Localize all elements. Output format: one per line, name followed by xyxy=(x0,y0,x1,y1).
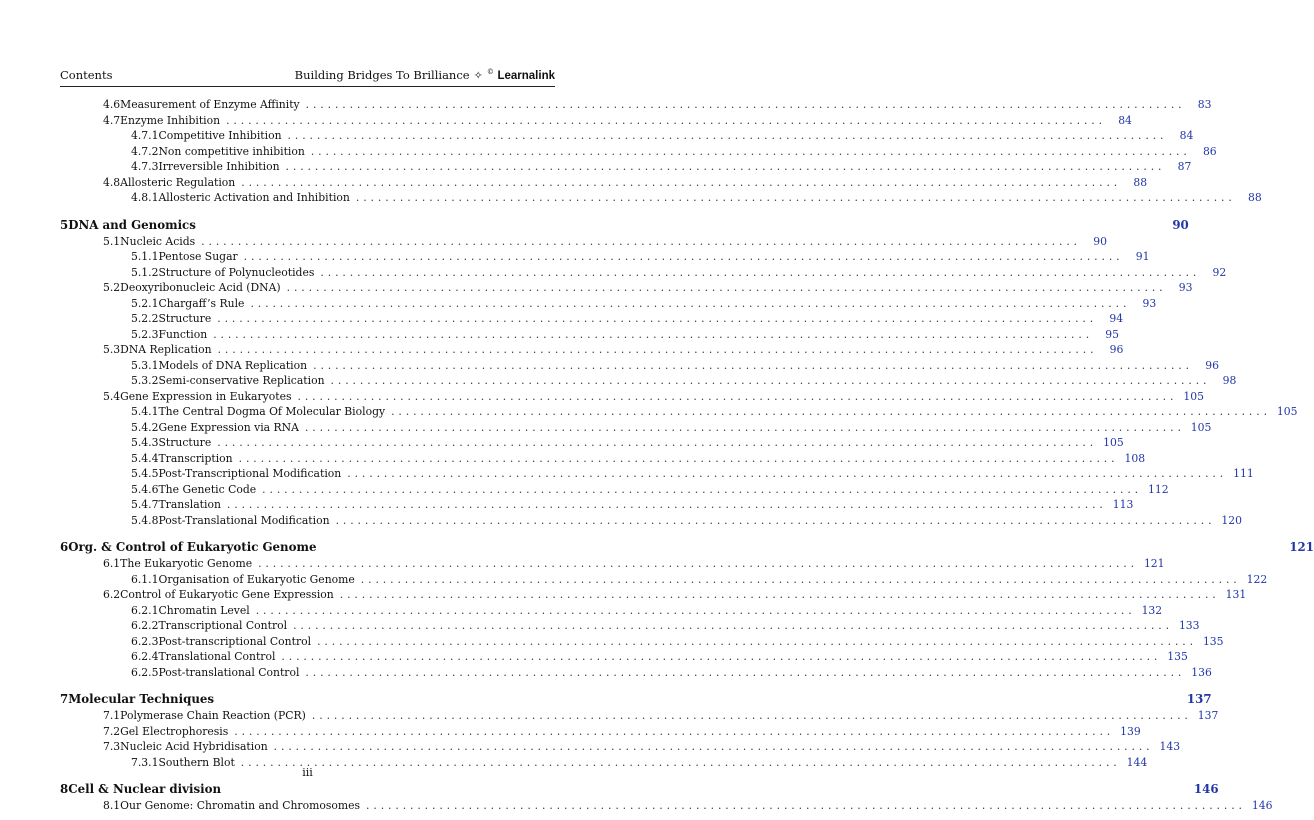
dot-leader: ........................................................................................................................ xyxy=(213,327,1094,341)
dot-leader: ........................................................................................................................ xyxy=(273,740,1154,753)
toc-entry-title: Transcriptional Control xyxy=(158,619,288,632)
toc-entry-number: 5.2.3 xyxy=(131,327,159,341)
toc-entry-number: 6 xyxy=(60,540,69,554)
toc-entry-title: Non competitive inhibition xyxy=(158,144,305,158)
toc-page-link[interactable]: 122 xyxy=(1246,572,1268,586)
toc-entry-number: 5.1.2 xyxy=(131,265,159,279)
dot-leader: ........................................................................................................................ xyxy=(335,513,1216,527)
toc-entry-number: 6.2.2 xyxy=(131,619,159,632)
toc-entry-number: 4.7.3 xyxy=(131,160,159,173)
toc-entry-title: Chargaff’s Rule xyxy=(158,296,245,310)
toc-chapter-entry[interactable] xyxy=(60,781,1219,798)
toc-page-link[interactable]: 90 xyxy=(1172,217,1189,232)
toc-page-link[interactable]: 113 xyxy=(1112,498,1134,511)
toc-section-entry[interactable] xyxy=(60,342,1124,358)
toc-page-link[interactable]: 143 xyxy=(1159,740,1181,753)
dot-leader: ........................................................................................................................ xyxy=(217,436,1098,449)
sparkle-icon: ✧ xyxy=(473,68,483,82)
toc-page-link[interactable]: 84 xyxy=(1179,129,1194,142)
toc-entry-title: Translational Control xyxy=(158,650,276,663)
toc-entry-title: Allosteric Regulation xyxy=(120,175,236,189)
toc-entry-number: 7.3.1 xyxy=(131,755,159,769)
toc-entry-number: 5.3 xyxy=(103,343,121,356)
toc-entry-title: Gene Expression via RNA xyxy=(158,420,299,434)
dot-leader: ........................................................................................................................ xyxy=(320,265,1201,279)
toc-subsection-entry[interactable] xyxy=(60,373,1237,389)
toc-entry-number: 5.2.1 xyxy=(131,296,159,310)
toc-subsection-entry[interactable] xyxy=(60,513,1243,529)
toc-entry-title: Competitive Inhibition xyxy=(158,129,282,142)
running-header xyxy=(60,66,555,84)
toc-page-link[interactable]: 91 xyxy=(1135,250,1150,263)
toc-entry-title: Pentose Sugar xyxy=(158,250,238,263)
toc-entry-number: 5.4.2 xyxy=(131,420,159,434)
toc-entry-title: Structure xyxy=(158,436,212,449)
toc-chapter-entry[interactable] xyxy=(60,691,1212,708)
dot-leader: ........................................................................................................................ xyxy=(241,175,1122,189)
toc-entry-title: Measurement of Enzyme Affinity xyxy=(120,98,300,111)
toc-page-link[interactable]: 137 xyxy=(1186,692,1212,706)
toc-entry-number: 4.7.1 xyxy=(131,129,159,142)
toc-subsection-entry[interactable] xyxy=(60,649,1188,665)
toc-entry-number: 5.3.1 xyxy=(131,358,159,372)
dot-leader: ........................................................................................................................ xyxy=(391,405,1271,418)
toc-page-link[interactable]: 98 xyxy=(1222,374,1237,387)
toc-entry-number: 7 xyxy=(60,692,69,706)
toc-section-entry[interactable] xyxy=(60,739,1181,755)
toc-subsection-entry[interactable] xyxy=(60,451,1146,467)
toc-entry-number: 5.4.4 xyxy=(131,451,159,465)
toc-entry-number: 7.2 xyxy=(103,724,121,738)
toc-page-link[interactable]: 135 xyxy=(1202,634,1224,648)
toc-entry-title: Translation xyxy=(158,498,221,511)
toc-subsection-entry[interactable] xyxy=(60,128,1194,144)
toc-section-entry[interactable] xyxy=(60,175,1148,191)
toc-page-link[interactable]: 83 xyxy=(1197,98,1212,111)
toc-subsection-entry[interactable] xyxy=(60,482,1169,498)
toc-subsection-entry[interactable] xyxy=(60,249,1150,265)
toc-section-entry[interactable] xyxy=(60,389,1204,405)
dot-leader: ........................................................................................................................ xyxy=(293,619,1173,632)
toc-page-link[interactable]: 105 xyxy=(1183,389,1204,403)
toc-entry-number: 5.4.3 xyxy=(131,436,159,449)
toc-subsection-entry[interactable] xyxy=(60,435,1124,451)
toc-section-entry[interactable] xyxy=(60,113,1132,129)
header-rule xyxy=(60,86,555,87)
toc-page-link[interactable]: 92 xyxy=(1212,265,1227,279)
toc-subsection-entry[interactable] xyxy=(60,159,1192,175)
toc-page-link[interactable]: 137 xyxy=(1197,709,1219,722)
dot-leader: ........................................................................................................................ xyxy=(330,374,1211,387)
toc-entry-number: 5.3.2 xyxy=(131,374,159,387)
toc-subsection-entry[interactable] xyxy=(60,296,1157,312)
toc-subsection-entry[interactable] xyxy=(60,618,1200,634)
dot-leader: ........................................................................................................................ xyxy=(360,572,1241,586)
dot-leader: ........................................................................................................................ xyxy=(311,709,1192,722)
toc-page-link[interactable]: 93 xyxy=(1178,281,1193,294)
dot-leader: ........................................................................................................................ xyxy=(285,160,1166,173)
toc-entry-number: 6.1 xyxy=(103,557,121,570)
dot-leader: ........................................................................................................................ xyxy=(310,144,1191,158)
toc-subsection-entry[interactable] xyxy=(60,665,1212,681)
toc-page-link[interactable]: 105 xyxy=(1103,436,1124,449)
toc-entry-title: Organisation of Eukaryotic Genome xyxy=(158,572,355,586)
toc-subsection-entry[interactable] xyxy=(60,420,1212,436)
toc-section-entry[interactable] xyxy=(60,280,1193,296)
toc-page-link[interactable]: 96 xyxy=(1205,358,1219,372)
toc-section-entry[interactable] xyxy=(60,234,1107,250)
toc-entry-title: The Central Dogma Of Molecular Biology xyxy=(158,405,386,418)
dot-leader: ........................................................................................................................ xyxy=(281,650,1162,663)
toc-entry-title: Models of DNA Replication xyxy=(158,358,308,372)
toc-entry-title: Cell & Nuclear division xyxy=(68,782,222,796)
toc-entry-title: Nucleic Acid Hybridisation xyxy=(120,740,268,753)
dot-leader: ........................................................................................................................ xyxy=(234,724,1115,738)
toc-subsection-entry[interactable] xyxy=(60,466,1254,482)
header-book-title: Building Bridges To Brilliance xyxy=(294,68,470,82)
toc-page-link[interactable]: 144 xyxy=(1126,755,1148,769)
toc-section-entry[interactable] xyxy=(60,724,1141,740)
toc-entry-title: The Eukaryotic Genome xyxy=(120,557,253,570)
toc-entry-number: 5.4.6 xyxy=(131,482,159,496)
toc-page-link[interactable]: 133 xyxy=(1178,619,1200,632)
toc-section-entry[interactable] xyxy=(60,556,1165,572)
toc-subsection-entry[interactable] xyxy=(60,265,1227,281)
toc-page-link[interactable]: 121 xyxy=(1143,557,1165,570)
dot-leader: ........................................................................................................................ xyxy=(305,98,1186,111)
toc-entry-number: 8 xyxy=(60,782,69,796)
toc-subsection-entry[interactable] xyxy=(60,497,1134,513)
toc-entry-number: 5.1.1 xyxy=(131,250,159,263)
toc-page-link[interactable]: 88 xyxy=(1247,191,1262,204)
dot-leader: ........................................................................................................................ xyxy=(304,420,1185,434)
dot-leader: ........................................................................................................................ xyxy=(366,799,1246,812)
dot-leader: ........................................................................................................................ xyxy=(243,250,1124,263)
dot-leader: ........................................................................................................................ xyxy=(226,498,1107,511)
toc-page-link[interactable]: 96 xyxy=(1109,343,1124,356)
toc-entry-number: 5.2.2 xyxy=(131,312,159,325)
toc-entry-title: Molecular Techniques xyxy=(68,692,215,706)
toc-page-link[interactable]: 135 xyxy=(1167,650,1188,663)
toc-page-link[interactable]: 120 xyxy=(1221,513,1243,527)
toc-page-link[interactable]: 93 xyxy=(1142,296,1157,310)
toc-entry-number: 6.2.3 xyxy=(131,634,159,648)
toc-entry-title: DNA and Genomics xyxy=(68,217,196,232)
dot-leader: ........................................................................................................................ xyxy=(250,296,1131,310)
dot-leader: ........................................................................................................................ xyxy=(217,312,1098,325)
toc-section-entry[interactable] xyxy=(60,97,1212,113)
dot-leader: ........................................................................................................................ xyxy=(238,451,1119,465)
toc-entry-title: Post-Translational Modification xyxy=(158,513,330,527)
toc-subsection-entry[interactable] xyxy=(60,572,1268,588)
toc-entry-number: 4.6 xyxy=(103,98,121,111)
dot-leader: ........................................................................................................................ xyxy=(226,113,1106,127)
toc-page-link[interactable]: 131 xyxy=(1225,588,1247,601)
toc-page-link[interactable]: 139 xyxy=(1120,724,1141,738)
toc-subsection-entry[interactable] xyxy=(60,358,1219,374)
dot-leader: ........................................................................................................................ xyxy=(255,603,1136,617)
toc-page-link[interactable]: 84 xyxy=(1118,113,1132,127)
dot-leader: ........................................................................................................................ xyxy=(240,755,1121,769)
dot-leader: ........................................................................................................................ xyxy=(339,588,1220,601)
toc-entry-title: Post-translational Control xyxy=(158,665,300,679)
toc-page-link[interactable]: 136 xyxy=(1191,665,1212,679)
toc-entry-number: 4.8 xyxy=(103,175,121,189)
dot-leader: ........................................................................................................................ xyxy=(355,191,1236,204)
toc-entry-number: 4.7.2 xyxy=(131,144,159,158)
toc-entry-title: Org. & Control of Eukaryotic Genome xyxy=(68,540,317,554)
toc-subsection-entry[interactable] xyxy=(60,144,1217,160)
toc-entry-title: Post-Transcriptional Modification xyxy=(158,467,342,480)
toc-page-link[interactable]: 146 xyxy=(1251,799,1273,812)
toc-page-link[interactable]: 121 xyxy=(1289,540,1314,554)
toc-entry-number: 5.4.5 xyxy=(131,467,159,480)
toc-entry-number: 8.1 xyxy=(103,799,121,812)
brand-name: Learnalink xyxy=(497,70,555,82)
toc-entry-title: Polymerase Chain Reaction (PCR) xyxy=(120,709,306,722)
toc-entry-title: Post-transcriptional Control xyxy=(158,634,312,648)
header-section-label: Contents xyxy=(60,68,113,82)
toc-page-link[interactable]: 108 xyxy=(1124,451,1146,465)
brand-logo xyxy=(487,68,555,82)
toc-entry-number: 7.1 xyxy=(103,709,121,722)
toc-entry-number: 7.3 xyxy=(103,740,121,753)
dot-leader: ........................................................................................................................ xyxy=(262,482,1142,496)
header-right xyxy=(295,68,555,82)
toc-entry-number: 4.8.1 xyxy=(131,191,159,204)
dot-leader: ........................................................................................................................ xyxy=(313,358,1193,372)
toc-subsection-entry[interactable] xyxy=(60,190,1262,206)
toc-entry-number: 6.2 xyxy=(103,588,121,601)
toc-chapter-entry[interactable] xyxy=(60,217,1189,234)
toc-page-link[interactable]: 146 xyxy=(1193,782,1219,796)
toc-entry-number: 5.4 xyxy=(103,389,121,403)
toc-page-link[interactable]: 88 xyxy=(1133,175,1148,189)
dot-leader: ........................................................................................................................ xyxy=(347,467,1228,480)
toc-section-entry[interactable] xyxy=(60,587,1247,603)
toc-page-link[interactable]: 111 xyxy=(1233,467,1254,480)
dot-leader: ........................................................................................................................ xyxy=(217,343,1098,356)
toc-entry-title: Gene Expression in Eukaryotes xyxy=(120,389,292,403)
toc-entry-number: 5 xyxy=(60,217,69,232)
toc-entry-number: 5.4.7 xyxy=(131,498,159,511)
toc-page-link[interactable]: 94 xyxy=(1109,312,1124,325)
dot-leader: ........................................................................................................................ xyxy=(305,665,1186,679)
toc-section-entry[interactable] xyxy=(60,798,1273,814)
toc-page-link[interactable]: 105 xyxy=(1276,405,1298,418)
toc-subsection-entry[interactable] xyxy=(60,603,1163,619)
dot-leader: ........................................................................................................................ xyxy=(287,129,1168,142)
toc-subsection-entry[interactable] xyxy=(60,311,1124,327)
toc-entry-title: Control of Eukaryotic Gene Expression xyxy=(120,588,334,601)
toc-subsection-entry[interactable] xyxy=(60,327,1120,343)
toc-section-entry[interactable] xyxy=(60,708,1219,724)
toc-entry-number: 6.2.1 xyxy=(131,603,159,617)
dot-leader: ........................................................................................................................ xyxy=(317,634,1197,648)
page-number: iii xyxy=(302,766,313,779)
toc-chapter-entry[interactable] xyxy=(60,539,1314,556)
toc-entry-number: 5.1 xyxy=(103,234,121,248)
dot-leader: ........................................................................................................................ xyxy=(201,234,1081,248)
toc-page-link[interactable]: 86 xyxy=(1202,144,1217,158)
toc-entry-title: Structure of Polynucleotides xyxy=(158,265,315,279)
toc-page-link[interactable]: 95 xyxy=(1105,327,1120,341)
toc-entry-number: 6.1.1 xyxy=(131,572,159,586)
toc-entry-title: Chromatin Level xyxy=(158,603,250,617)
toc-entry-title: DNA Replication xyxy=(120,343,212,356)
toc-entry-title: The Genetic Code xyxy=(158,482,257,496)
toc-entry-title: Enzyme Inhibition xyxy=(120,113,221,127)
toc-entry-number: 6.2.4 xyxy=(131,650,159,663)
dot-leader: ........................................................................................................................ xyxy=(297,389,1178,403)
toc-entry-title: Our Genome: Chromatin and Chromosomes xyxy=(120,799,361,812)
toc-entry-title: Irreversible Inhibition xyxy=(158,160,280,173)
toc-entry-number: 4.7 xyxy=(103,113,121,127)
dot-leader: ........................................................................................................................ xyxy=(258,557,1138,570)
toc-entry-title: Allosteric Activation and Inhibition xyxy=(158,191,350,204)
toc-page-link[interactable]: 112 xyxy=(1148,482,1169,496)
toc-page-link[interactable]: 87 xyxy=(1177,160,1192,173)
toc-entry-title: Structure xyxy=(158,312,212,325)
toc-entry-number: 5.2 xyxy=(103,281,121,294)
toc-page-link[interactable]: 105 xyxy=(1190,420,1212,434)
toc-page-link[interactable]: 90 xyxy=(1093,234,1107,248)
table-of-contents xyxy=(60,97,1314,814)
copyright-symbol: © xyxy=(486,68,494,77)
dot-leader: ........................................................................................................................ xyxy=(286,281,1167,294)
toc-page-link[interactable]: 132 xyxy=(1141,603,1163,617)
toc-entry-title: Function xyxy=(158,327,208,341)
toc-entry-title: Nucleic Acids xyxy=(120,234,196,248)
toc-entry-number: 5.4.8 xyxy=(131,513,159,527)
toc-subsection-entry[interactable] xyxy=(60,404,1298,420)
toc-entry-title: Southern Blot xyxy=(158,755,235,769)
toc-entry-title: Transcription xyxy=(158,451,233,465)
toc-entry-number: 6.2.5 xyxy=(131,665,159,679)
toc-entry-number: 5.4.1 xyxy=(131,405,159,418)
toc-entry-title: Deoxyribonucleic Acid (DNA) xyxy=(120,281,281,294)
toc-entry-title: Gel Electrophoresis xyxy=(120,724,229,738)
toc-subsection-entry[interactable] xyxy=(60,634,1224,650)
toc-entry-title: Semi-conservative Replication xyxy=(158,374,325,387)
